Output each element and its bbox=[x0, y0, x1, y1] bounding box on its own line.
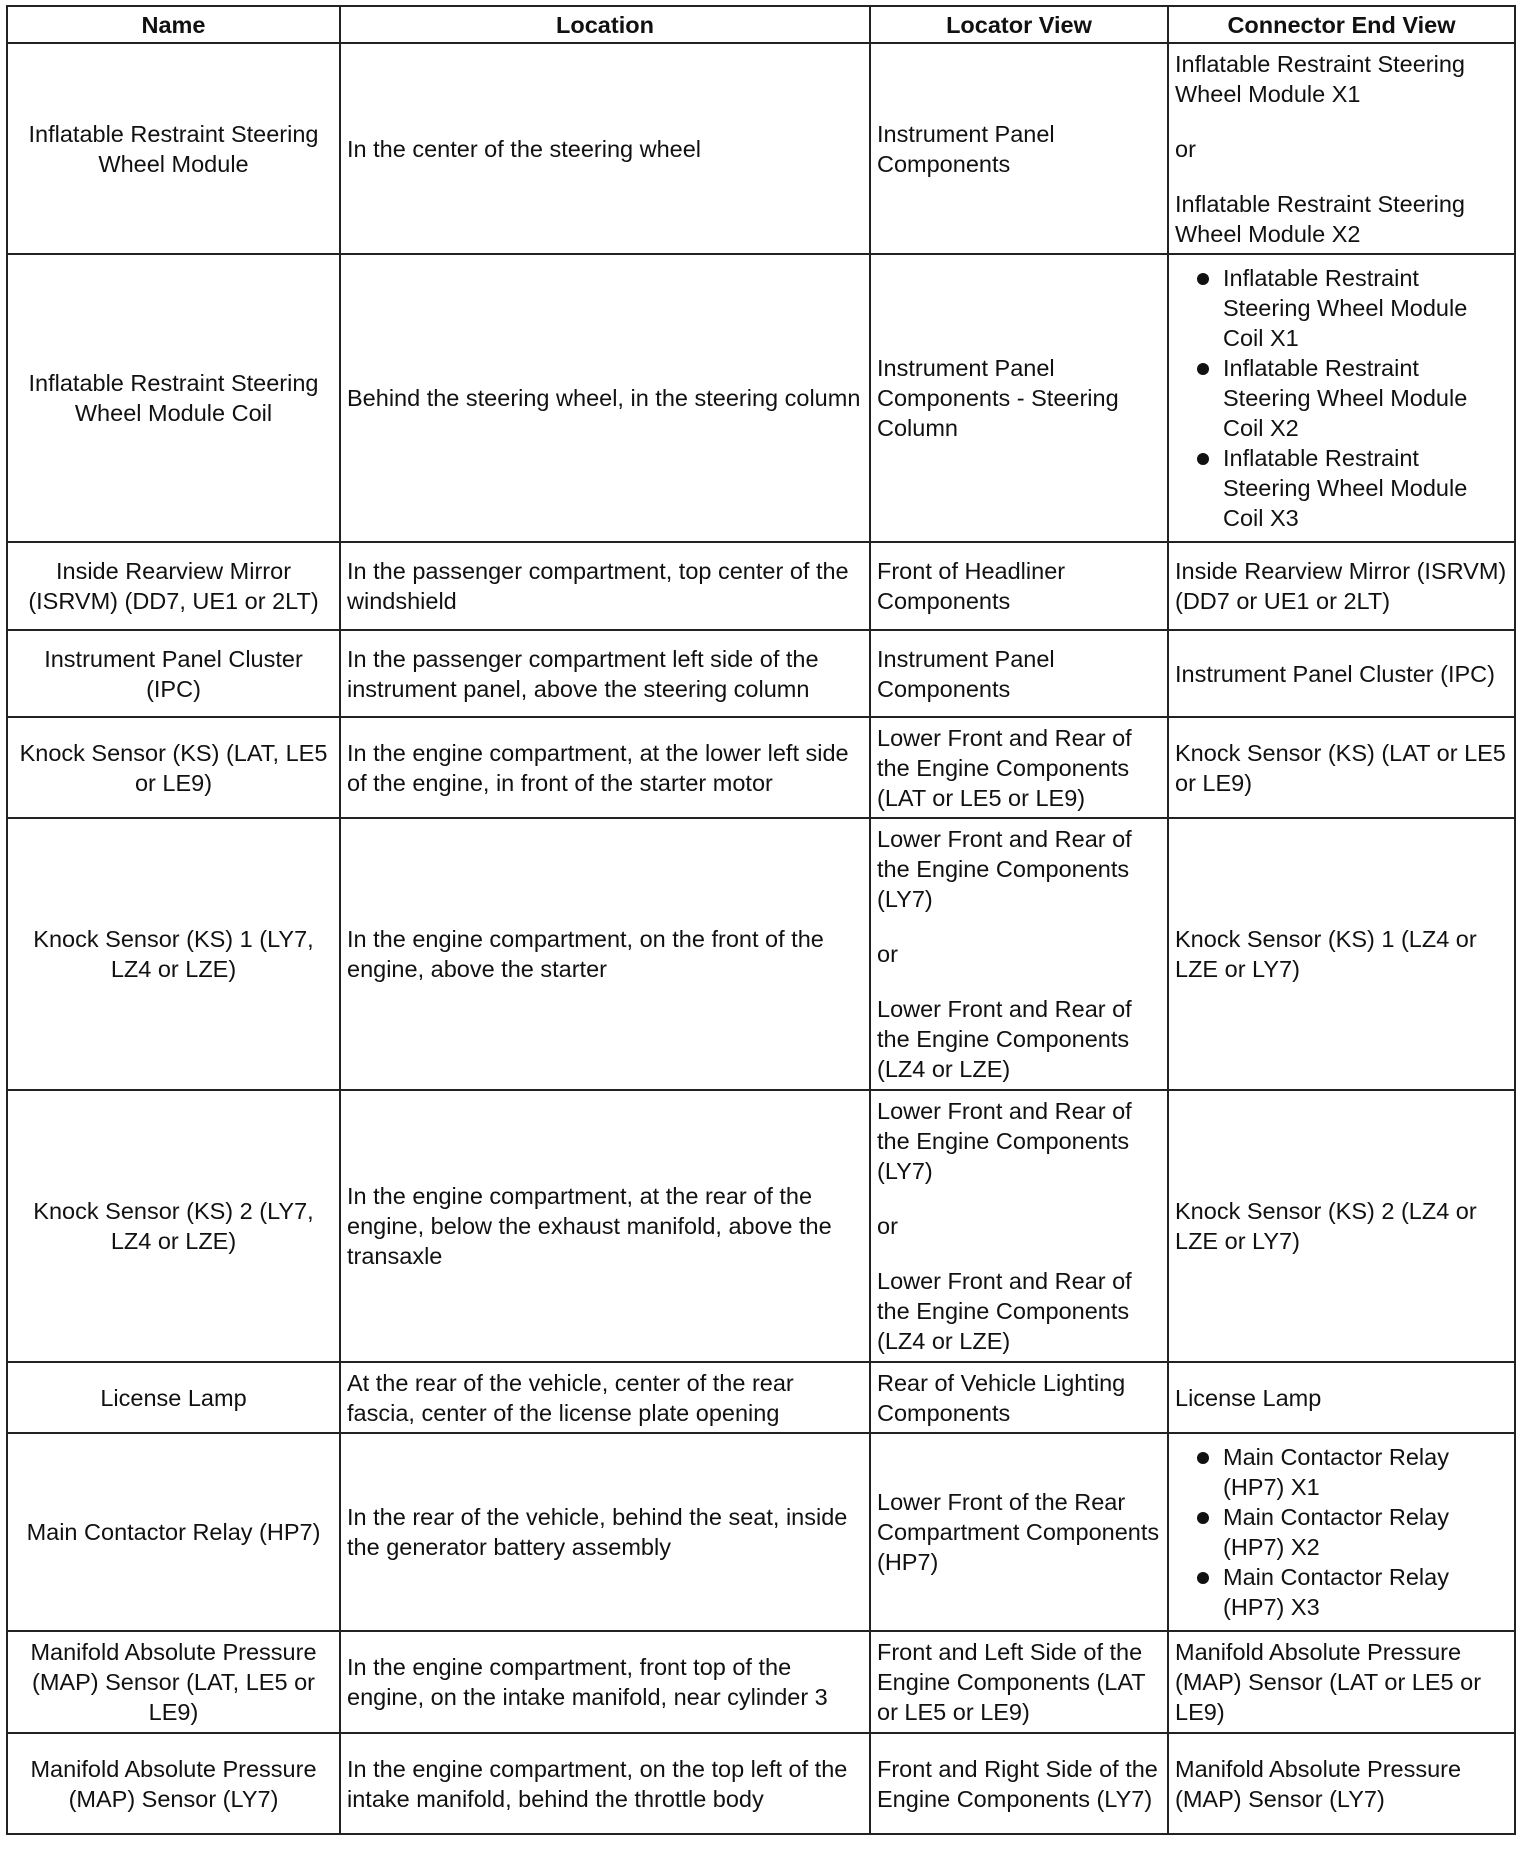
cell-location: In the engine compartment, at the rear of the engine, below the exhaust manifold, above the transaxle bbox=[340, 1090, 870, 1362]
or-separator: or bbox=[877, 1213, 898, 1239]
cell-connector-end-view bbox=[1168, 254, 1515, 542]
table-row bbox=[7, 1362, 1515, 1433]
or-separator: or bbox=[877, 941, 898, 967]
cell-location: In the engine compartment, at the lower left side of the engine, in front of the starter motor bbox=[340, 717, 870, 818]
list-item: Inflatable Restraint Steering Wheel Module Coil X1 bbox=[1175, 263, 1508, 353]
cell-name: Knock Sensor (KS) 2 (LY7, LZ4 or LZE) bbox=[7, 1090, 340, 1362]
cell-connector-end-view bbox=[1168, 1433, 1515, 1631]
cell-connector-end-view: Manifold Absolute Pressure (MAP) Sensor (LAT or LE5 or LE9) bbox=[1168, 1631, 1515, 1733]
cell-name: Manifold Absolute Pressure (MAP) Sensor (LAT, LE5 or LE9) bbox=[7, 1631, 340, 1733]
list-item: Inflatable Restraint Steering Wheel Module Coil X2 bbox=[1175, 353, 1508, 443]
cell-locator-view: Lower Front and Rear of the Engine Components (LAT or LE5 or LE9) bbox=[870, 717, 1168, 818]
table-row bbox=[7, 717, 1515, 818]
cell-locator-view: Front and Right Side of the Engine Components (LY7) bbox=[870, 1733, 1168, 1834]
table-row bbox=[7, 1631, 1515, 1733]
cell-connector-end-view: Manifold Absolute Pressure (MAP) Sensor (LY7) bbox=[1168, 1733, 1515, 1834]
locator-option: Lower Front and Rear of the Engine Components (LZ4 or LZE) bbox=[877, 1268, 1132, 1354]
connector-list bbox=[1175, 1442, 1508, 1622]
cell-location: In the passenger compartment, top center of the windshield bbox=[340, 542, 870, 630]
list-item: Main Contactor Relay (HP7) X2 bbox=[1175, 1502, 1508, 1562]
cell-location: In the passenger compartment left side of the instrument panel, above the steering column bbox=[340, 630, 870, 717]
table-row bbox=[7, 1733, 1515, 1834]
cell-locator-view bbox=[870, 1090, 1168, 1362]
cell-locator-view: Instrument Panel Components - Steering Column bbox=[870, 254, 1168, 542]
list-item: Main Contactor Relay (HP7) X3 bbox=[1175, 1562, 1508, 1622]
cell-location: Behind the steering wheel, in the steering column bbox=[340, 254, 870, 542]
component-locator-table bbox=[6, 5, 1516, 1835]
table-row bbox=[7, 254, 1515, 542]
cell-location: In the rear of the vehicle, behind the seat, inside the generator battery assembly bbox=[340, 1433, 870, 1631]
header-locator-view: Locator View bbox=[870, 6, 1168, 43]
cell-connector-end-view: Knock Sensor (KS) 1 (LZ4 or LZE or LY7) bbox=[1168, 818, 1515, 1090]
table-row bbox=[7, 542, 1515, 630]
locator-option: Lower Front and Rear of the Engine Components (LY7) bbox=[877, 1098, 1132, 1184]
cell-name: Inflatable Restraint Steering Wheel Module Coil bbox=[7, 254, 340, 542]
header-row bbox=[7, 6, 1515, 43]
cell-name: Knock Sensor (KS) (LAT, LE5 or LE9) bbox=[7, 717, 340, 818]
cell-locator-view: Lower Front of the Rear Compartment Components (HP7) bbox=[870, 1433, 1168, 1631]
table-row bbox=[7, 630, 1515, 717]
cell-locator-view: Rear of Vehicle Lighting Components bbox=[870, 1362, 1168, 1433]
cell-location: In the center of the steering wheel bbox=[340, 43, 870, 254]
list-item: Main Contactor Relay (HP7) X1 bbox=[1175, 1442, 1508, 1502]
cell-locator-view bbox=[870, 818, 1168, 1090]
cell-connector-end-view bbox=[1168, 43, 1515, 254]
cell-connector-end-view: Inside Rearview Mirror (ISRVM) (DD7 or UE1 or 2LT) bbox=[1168, 542, 1515, 630]
cell-connector-end-view: License Lamp bbox=[1168, 1362, 1515, 1433]
cell-locator-view: Instrument Panel Components bbox=[870, 630, 1168, 717]
cell-name: Manifold Absolute Pressure (MAP) Sensor (LY7) bbox=[7, 1733, 340, 1834]
cell-location: At the rear of the vehicle, center of the rear fascia, center of the license plate opening bbox=[340, 1362, 870, 1433]
list-item: Inflatable Restraint Steering Wheel Module Coil X3 bbox=[1175, 443, 1508, 533]
or-separator: or bbox=[1175, 135, 1196, 162]
cell-connector-end-view: Instrument Panel Cluster (IPC) bbox=[1168, 630, 1515, 717]
table-row bbox=[7, 43, 1515, 254]
cell-locator-view: Front and Left Side of the Engine Components (LAT or LE5 or LE9) bbox=[870, 1631, 1168, 1733]
connector-option: Inflatable Restraint Steering Wheel Module X2 bbox=[1175, 190, 1465, 247]
table-row bbox=[7, 1433, 1515, 1631]
locator-option: Lower Front and Rear of the Engine Components (LZ4 or LZE) bbox=[877, 996, 1132, 1082]
cell-name: Instrument Panel Cluster (IPC) bbox=[7, 630, 340, 717]
connector-list bbox=[1175, 263, 1508, 533]
cell-name: Inside Rearview Mirror (ISRVM) (DD7, UE1 or 2LT) bbox=[7, 542, 340, 630]
table-row bbox=[7, 818, 1515, 1090]
cell-connector-end-view: Knock Sensor (KS) (LAT or LE5 or LE9) bbox=[1168, 717, 1515, 818]
cell-connector-end-view: Knock Sensor (KS) 2 (LZ4 or LZE or LY7) bbox=[1168, 1090, 1515, 1362]
connector-option: Inflatable Restraint Steering Wheel Module X1 bbox=[1175, 50, 1465, 107]
cell-locator-view: Front of Headliner Components bbox=[870, 542, 1168, 630]
cell-name: Inflatable Restraint Steering Wheel Module bbox=[7, 43, 340, 254]
header-location: Location bbox=[340, 6, 870, 43]
table-row bbox=[7, 1090, 1515, 1362]
header-name: Name bbox=[7, 6, 340, 43]
cell-locator-view: Instrument Panel Components bbox=[870, 43, 1168, 254]
cell-name: Main Contactor Relay (HP7) bbox=[7, 1433, 340, 1631]
locator-option: Lower Front and Rear of the Engine Components (LY7) bbox=[877, 826, 1132, 912]
cell-location: In the engine compartment, on the front of the engine, above the starter bbox=[340, 818, 870, 1090]
cell-name: License Lamp bbox=[7, 1362, 340, 1433]
header-connector-end-view: Connector End View bbox=[1168, 6, 1515, 43]
cell-name: Knock Sensor (KS) 1 (LY7, LZ4 or LZE) bbox=[7, 818, 340, 1090]
cell-location: In the engine compartment, on the top left of the intake manifold, behind the throttle body bbox=[340, 1733, 870, 1834]
cell-location: In the engine compartment, front top of the engine, on the intake manifold, near cylinder 3 bbox=[340, 1631, 870, 1733]
